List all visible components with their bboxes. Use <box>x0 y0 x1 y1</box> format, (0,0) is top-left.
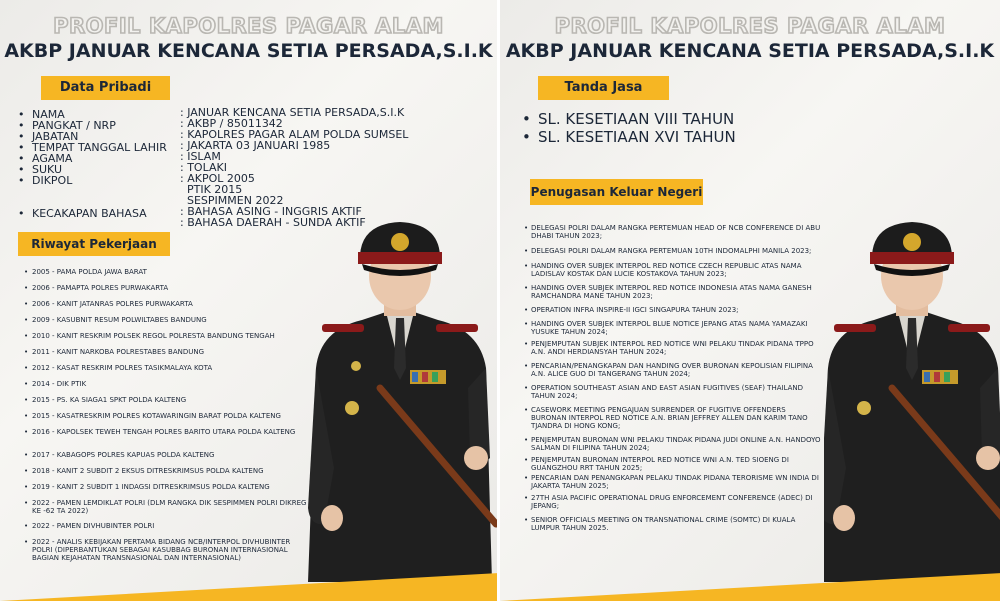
officer-portrait <box>824 218 1000 582</box>
section-tag-data-pribadi: Data Pribadi <box>41 76 170 100</box>
section-tag-riwayat-pekerjaan: Riwayat Pekerjaan <box>18 232 170 256</box>
officer-name-heading: AKBP JANUAR KENCANA SETIA PERSADA,S.I.K <box>505 40 995 62</box>
profile-panel-personal: PROFIL KAPOLRES PAGAR ALAM AKBP JANUAR KENCANA SETIA PERSADA,S.I.K Data Pribadi • NAMA : JANUAR KENCANA SETIA PERSADA,S.I.K • PANGKAT / NRP : AKBP / 85011342 • JABATAN : KAPOLRES PAGAR ALAM POLDA SUMSEL • TEMPAT TANGGAL LAHIR : JAKARTA 03 JANUARI 1985 • AGAMA : ISLAM • SUKU : TOLAKI • DIKPOL : AKPOL 2005 PTIK 2015 SESPIMMEN 2022 • KECAKAPAN BAHASA : BAHASA ASING - INGGRIS AKTIF : BAHASA DAERAH - SUNDA AKTIF Riwayat Pekerjaan • 2005 - PAMA POLDA JAWA BARAT • 2006 - PAMAPTA POLRES PURWAKARTA • 2006 - KANIT JATANRAS POLRES PURWAKARTA • 2009 - KASUBNIT RESUM POLWILTABES BANDUNG • 2010 - KANIT RESKRIM POLSEK REGOL POLRESTA BANDUNG TENGAH • 2011 - KANIT NARKOBA POLRESTABES BANDUNG • 2012 - KASAT RESKRIM POLRES TASIKMALAYA KOTA • 2014 - DIK PTIK • 2015 - PS. KA SIAGA1 SPKT POLDA KALTENG • 2015 - KASATRESKRIM POLRES KOTAWARINGIN BARAT POLDA KALTENG • 2016 - KAPOLSEK TEWEH TENGAH POLRES BARITO UTARA POLDA KALTENG • 2017 - KABAGOPS POLRES KAPUAS POLDA KALTENG • 2018 - KANIT 2 SUBDIT 2 EKSUS DITRESKRIMSUS POLDA KALTENG • 2019 - KANIT 2 SUBDIT 1 INDAGSI DITRESKRIMSUS POLDA KALTENG • 2022 - PAMEN LEMDIKLAT POLRI (DLM RANGKA DIK SESPIMMEN POLRI DIKREG KE -62 TA 2022) • 2022 - PAMEN DIVHUBINTER POLRI • 2022 - ANALIS KEBIJAKAN PERTAMA BIDANG NCB/INTERPOL DIVHUBINTER POLRI (DIPERBANTUKAN SEBAGAI KASUBBAG BURONAN INTERNASIONAL BAGIAN KEJAHATAN TRANSNASIONAL DAN INTERNASIONAL) <box>0 0 497 601</box>
profile-title: PROFIL KAPOLRES PAGAR ALAM <box>53 14 444 38</box>
list-item: • SL. KESETIAAN VIII TAHUN <box>522 110 735 128</box>
section-tag-tanda-jasa: Tanda Jasa <box>538 76 669 100</box>
awards-list <box>522 110 736 146</box>
list-item: • SL. KESETIAAN XVI TAHUN <box>522 128 736 146</box>
officer-name-heading: AKBP JANUAR KENCANA SETIA PERSADA,S.I.K <box>4 40 493 62</box>
profile-title: PROFIL KAPOLRES PAGAR ALAM <box>554 14 946 38</box>
officer-portrait <box>300 218 497 582</box>
profile-panel-assignments: PROFIL KAPOLRES PAGAR ALAM AKBP JANUAR KENCANA SETIA PERSADA,S.I.K Tanda Jasa • SL. KESETIAAN VIII TAHUN • SL. KESETIAAN XVI TAHUN Penugasan Keluar Negeri • DELEGASI POLRI DALAM RANGKA PERTEMUAN HEAD OF NCB CONFERENCE DI ABU DHABI TAHUN 2023; • DELEGASI POLRI DALAM RANGKA PERTEMUAN 10TH INDOMALPHI MANILA 2023; • HANDING OVER SUBJEK INTERPOL RED NOTICE CZECH REPUBLIC ATAS NAMA LADISLAV KOSTAK DAN LUCIE KOSTAKOVA TAHUN 2023; • HANDING OVER SUBJEK INTERPOL RED NOTICE INDONESIA ATAS NAMA GANESH RAMCHANDRA MANE TAHUN 2023; • OPERATION INFRA INSPIRE-II IGCI SINGAPURA TAHUN 2023; • HANDING OVER SUBJEK INTERPOL BLUE NOTICE JEPANG ATAS NAMA YAMAZAKI YUSUKE TAHUN 2024; • PENJEMPUTAN SUBJEK INTERPOL RED NOTICE WNI PELAKU TINDAK PIDANA TPPO A.N. ANDI HERDIANSYAH TAHUN 2024; • PENCARIAN/PENANGKAPAN DAN HANDING OVER BURONAN KEPOLISIAN FILIPINA A.N. ALICE GUO DI TANGERANG TAHUN 2024; • OPERATION SOUTHEAST ASIAN AND EAST ASIAN FUGITIVES (SEAF) THAILAND TAHUN 2024; • CASEWORK MEETING PENGAJUAN SURRENDER OF FUGITIVE OFFENDERS BURONAN INTERPOL RED NOTICE A.N. BRIAN JEFFREY ALLEN DAN KARIM TANO TJANDRA DI HONG KONG; • PENJEMPUTAN BURONAN WNI PELAKU TINDAK PIDANA JUDI ONLINE A.N. HANDOYO SALMAN DI FILIPINA TAHUN 2024; • PENJEMPUTAN BURONAN INTERPOL RED NOTICE WNI A.N. TED SIOENG DI GUANGZHOU RRT TAHUN 2025; • PENCARIAN DAN PENANGKAPAN PELAKU TINDAK PIDANA TERORISME WN INDIA DI JAKARTA TAHUN 2025; • 27TH ASIA PACIFIC OPERATIONAL DRUG ENFORCEMENT CONFERENCE (ADEC) DI JEPANG; • SENIOR OFFICIALS MEETING ON TRANSNATIONAL CRIME (SOMTC) DI KUALA LUMPUR TAHUN 2025. <box>500 0 1000 601</box>
section-tag-penugasan-luar-negeri: Penugasan Keluar Negeri <box>530 179 703 205</box>
